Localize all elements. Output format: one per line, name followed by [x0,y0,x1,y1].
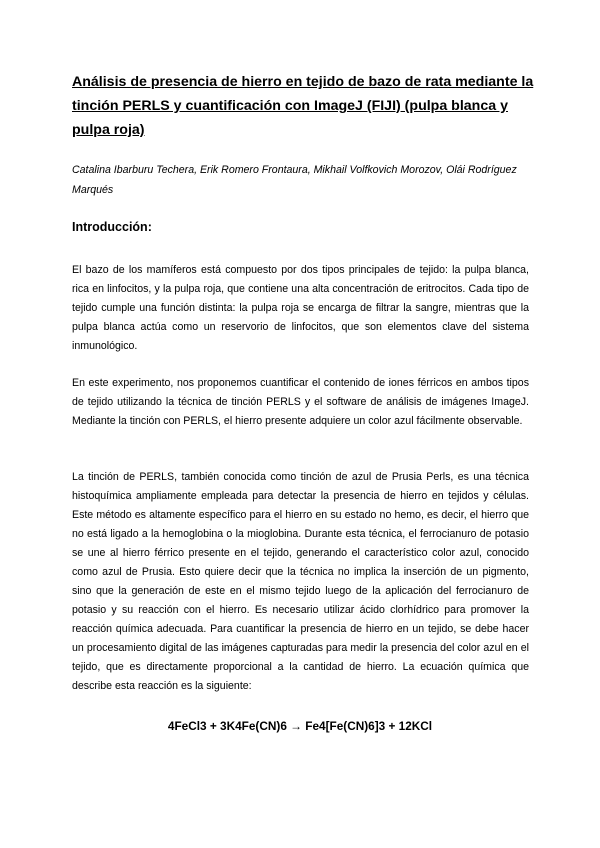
chemical-equation: 4FeCl3 + 3K4Fe(CN)6 → Fe4[Fe(CN)6]3 + 12KCl [167,719,433,733]
section-heading-introduction: Introducción: [72,220,152,234]
author-list: Catalina Ibarburu Techera, Erik Romero Frontaura, Mikhail Volfkovich Morozov, Olái Rodríguez Marqués [72,164,517,196]
paragraph: En este experimento, nos proponemos cuantificar el contenido de iones férricos en ambos tipos de tejido utilizando la técnica de tinción PERLS y el software de análisis de imágenes ImageJ. Mediante la tinción con PERLS, el hierro presente adquiere un color azul fácilmente observable. [72,377,529,427]
paragraph: La tinción de PERLS, también conocida como tinción de azul de Prusia Perls, es una técnica histoquímica ampliamente empleada para detectar la presencia de hierro en tejidos y células. Este método es altamente específico para el hierro en su estado no hemo, es decir, el hierro que no está ligado a la hemoglobina o la mioglobina. Durante esta técnica, el ferrocianuro de potasio se une al hierro férrico presente en el tejido, generando el característico color azul, conocido como azul de Prusia. Esto quiere decir que la técnica no implica la inserción de un pigmento, sino que la generación de este en el mismo tejido luego de la aplicación del ferrocianuro de potasio y su reacción con el hierro. Es necesario utilizar ácido clorhídrico para promover la reacción química adecuada. Para cuantificar la presencia de hierro en un tejido, se debe hacer un procesamiento digital de las imágenes capturadas para medir la presencia del color azul en el tejido, que es directamente proporcional a la cantidad de hierro. La ecuación química que describe esta reacción es la siguiente: [72,471,529,692]
paragraph: El bazo de los mamíferos está compuesto por dos tipos principales de tejido: la pulpa blanca, rica en linfocitos, y la pulpa roja, que contiene una alta concentración de eritrocitos. Cada tipo de tejido cumple una función distinta: la pulpa roja se encarga de filtrar la sangre, mientras que la pulpa blanca actúa como un reservorio de linfocitos, que son elementos clave del sistema inmunológico. [72,264,529,352]
document-title: Análisis de presencia de hierro en tejido de bazo de rata mediante la tinción PERLS y cuantificación con ImageJ (FIJI) (pulpa blanca y pulpa roja) [72,74,534,138]
